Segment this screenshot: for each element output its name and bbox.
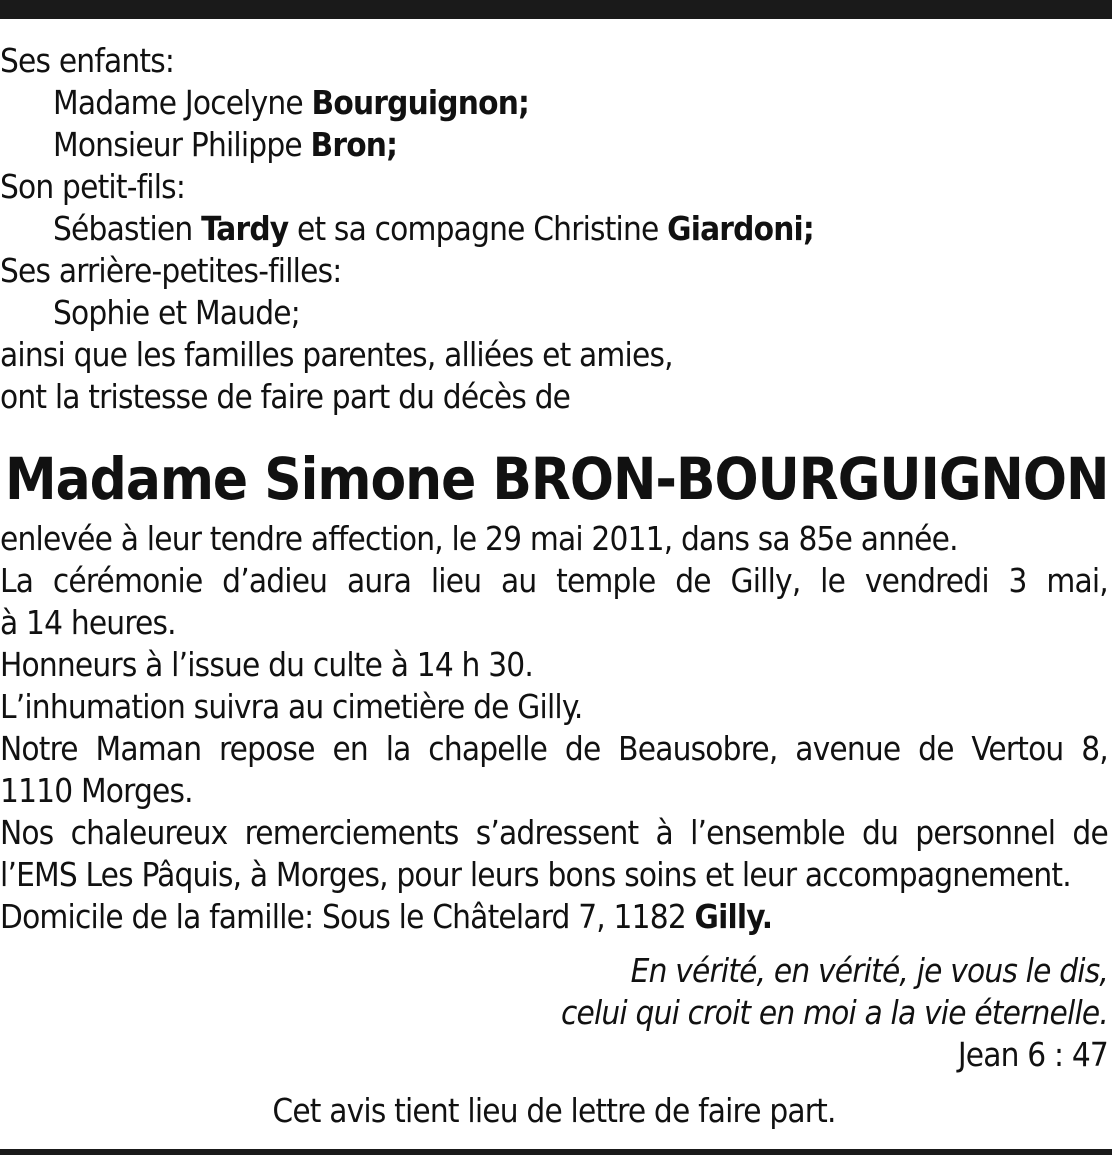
grandson-entry xyxy=(0,208,1108,250)
children-heading: Ses enfants: xyxy=(0,41,175,80)
word: repose xyxy=(219,729,315,768)
verse-reference: Jean 6 : 47 xyxy=(957,1035,1108,1074)
word: de xyxy=(564,729,601,768)
word: lieu xyxy=(430,561,482,600)
thanks-continuation: l’EMS Les Pâquis, à Morges, pour leurs bons soins et leur accompagnement. xyxy=(0,855,1071,894)
domicile-line xyxy=(0,896,1108,938)
child-entry xyxy=(0,124,1108,166)
thanks-line xyxy=(0,812,1108,854)
word: s’adressent xyxy=(475,813,639,852)
word: temple xyxy=(556,561,656,600)
top-rule xyxy=(0,0,1112,19)
word: Beausobre, xyxy=(618,729,778,768)
word: La xyxy=(0,561,34,600)
footer-notice: Cet avis tient lieu de lettre de faire part. xyxy=(272,1091,836,1130)
domicile-city: Gilly. xyxy=(694,897,773,936)
word: avenue xyxy=(795,729,901,768)
word: du xyxy=(862,813,899,852)
word: personnel xyxy=(915,813,1056,852)
resting-place-line xyxy=(0,728,1108,770)
word: Vertou xyxy=(971,729,1064,768)
word: Gilly, xyxy=(730,561,801,600)
resting-place-city: 1110 Morges. xyxy=(0,771,193,810)
grandson-first-name: Sébastien xyxy=(53,209,193,248)
child-entry xyxy=(0,82,1108,124)
ceremony-time: à 14 heures. xyxy=(0,603,176,642)
bottom-rule xyxy=(0,1149,1112,1155)
announcement-line: ont la tristesse de faire part du décès de xyxy=(0,377,571,416)
child-last-name: Bourguignon; xyxy=(311,83,530,122)
word: remerciements xyxy=(244,813,459,852)
word: de xyxy=(675,561,711,600)
word: 8, xyxy=(1081,729,1108,768)
grandson-heading: Son petit-fils: xyxy=(0,167,186,206)
word: Notre xyxy=(0,729,78,768)
word: chaleureux xyxy=(70,813,228,852)
word: vendredi xyxy=(864,561,989,600)
ceremony-line xyxy=(0,560,1108,602)
word: chapelle xyxy=(428,729,548,768)
burial-line: L’inhumation suivra au cimetière de Gilly. xyxy=(0,687,583,726)
word: aura xyxy=(346,561,412,600)
word: cérémonie xyxy=(52,561,203,600)
extended-family-line: ainsi que les familles parentes, alliées et amies, xyxy=(0,335,673,374)
partner-last-name: Giardoni; xyxy=(667,209,814,248)
word: de xyxy=(918,729,954,768)
word: de xyxy=(1072,813,1108,852)
word: Nos xyxy=(0,813,54,852)
word: mai, xyxy=(1046,561,1108,600)
word: le xyxy=(820,561,846,600)
great-granddaughters-names: Sophie et Maude; xyxy=(53,293,300,332)
verse-line-1: En vérité, en vérité, je vous le dis, xyxy=(630,951,1108,990)
word: en xyxy=(332,729,368,768)
obituary-notice xyxy=(0,40,1108,1132)
word: d’adieu xyxy=(222,561,328,600)
grandson-partner-text: et sa compagne Christine xyxy=(297,209,659,248)
word: l’ensemble xyxy=(690,813,845,852)
child-first-name: Monsieur Philippe xyxy=(53,125,302,164)
word: Maman xyxy=(95,729,202,768)
grandson-last-name: Tardy xyxy=(201,209,289,248)
word: au xyxy=(500,561,537,600)
word: 3 xyxy=(1008,561,1027,600)
word: à xyxy=(655,813,673,852)
honours-line: Honneurs à l’issue du culte à 14 h 30. xyxy=(0,645,534,684)
deceased-name: Madame Simone BRON-BOURGUIGNON xyxy=(4,445,1109,513)
domicile-address: Domicile de la famille: Sous le Châtelard 7, 1182 xyxy=(0,897,686,936)
child-first-name: Madame Jocelyne xyxy=(53,83,303,122)
child-last-name: Bron; xyxy=(310,125,398,164)
great-granddaughters-heading: Ses arrière-petites-filles: xyxy=(0,251,342,290)
word: la xyxy=(385,729,411,768)
passing-details: enlevée à leur tendre affection, le 29 mai 2011, dans sa 85e année. xyxy=(0,519,958,558)
verse-line-2: celui qui croit en moi a la vie éternelle. xyxy=(560,993,1108,1032)
